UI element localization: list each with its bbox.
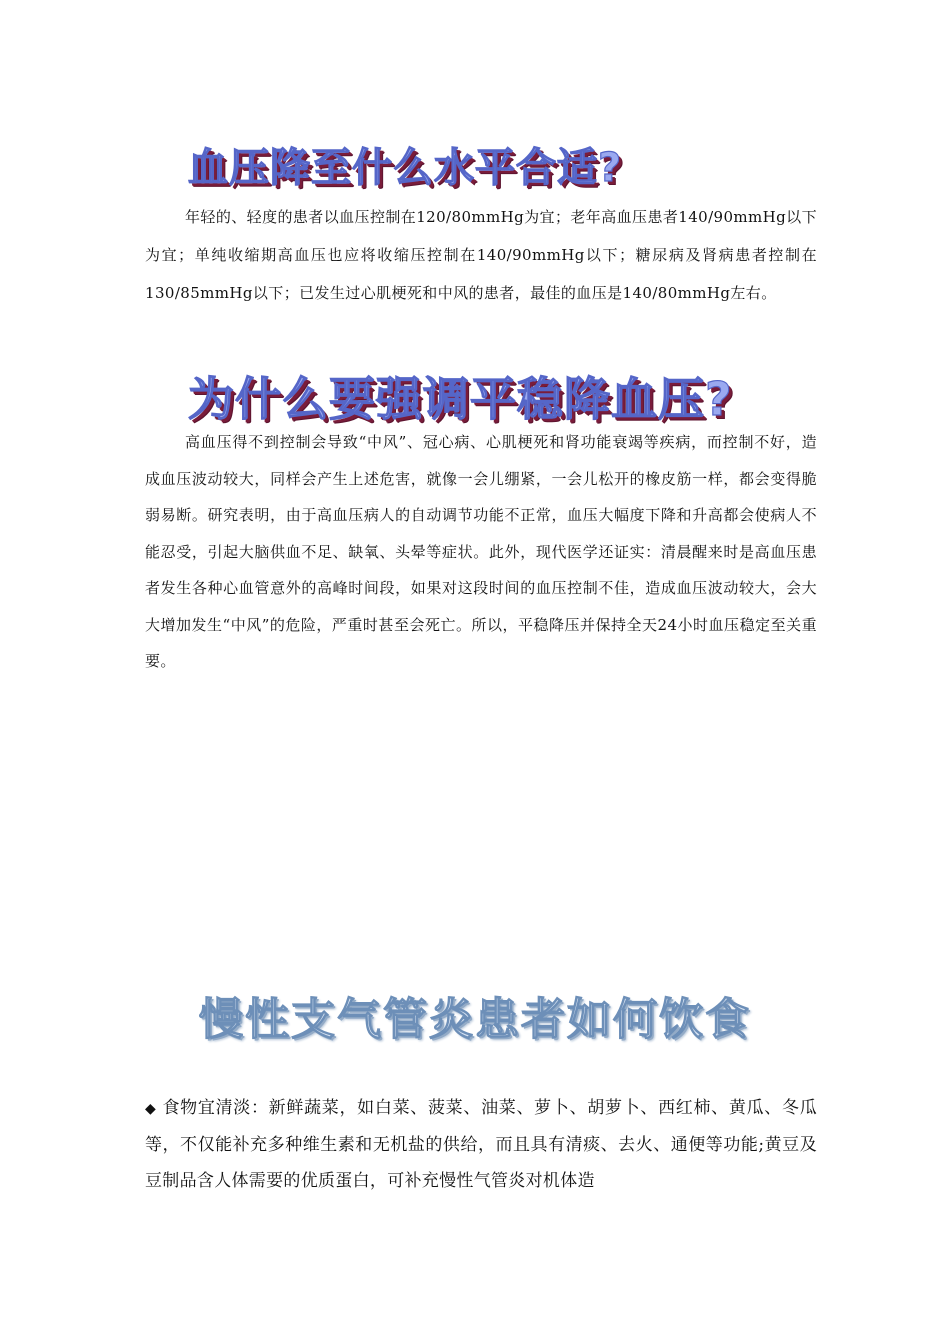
paragraph-steady-reduction: 高血压得不到控制会导致“中风”、冠心病、心肌梗死和肾功能衰竭等疾病，而控制不好，造成血压波动较大，同样会产生上述危害，就像一会儿绷紧，一会儿松开的橡皮筋一样，都会变得脆弱易断。研究表明，由于高血压病人的自动调节功能不正常，血压大幅度下降和升高都会使病人不能忍受，引起大脑供血不足、缺氧、头晕等症状。此外，现代医学还证实：清晨醒来时是高血压患者发生各种心血管意外的高峰时间段，如果对这段时间的血压控制不佳，造成血压波动较大，会大大增加发生“中风”的危险，严重时甚至会死亡。所以，平稳降压并保持全天24小时血压稳定至关重要。 bbox=[145, 433, 817, 670]
paragraph-bronchitis-diet-text: 食物宜清淡：新鲜蔬菜，如白菜、菠菜、油菜、萝卜、胡萝卜、西红柿、黄瓜、冬瓜等，不仅能补充多种维生素和无机盐的供给，而且具有清痰、去火、通便等功能;黄豆及豆制品含人体需要的优质蛋白，可补充慢性气管炎对机体造 bbox=[145, 1098, 817, 1191]
section-heading-bronchitis-diet: 慢性支气管炎患者如何饮食 bbox=[199, 994, 751, 1045]
section-heading-steady-reduction: 为什么要强调平稳降血压? bbox=[188, 372, 733, 426]
paragraph-blood-pressure-target: 年轻的、轻度的患者以血压控制在120/80mmHg为宜；老年高血压患者140/90mmHg以下为宜；单纯收缩期高血压也应将收缩压控制在140/90mmHg以下；糖尿病及肾病患者控制在130/85mmHg以下；已发生过心肌梗死和中风的患者，最佳的血压是140/80mmHg左右。 bbox=[145, 208, 817, 302]
diamond-bullet-icon: ◆ bbox=[145, 1101, 157, 1117]
section-heading-blood-pressure-target: 血压降至什么水平合适? bbox=[188, 145, 623, 191]
paragraph-bronchitis-diet bbox=[145, 1090, 817, 1199]
